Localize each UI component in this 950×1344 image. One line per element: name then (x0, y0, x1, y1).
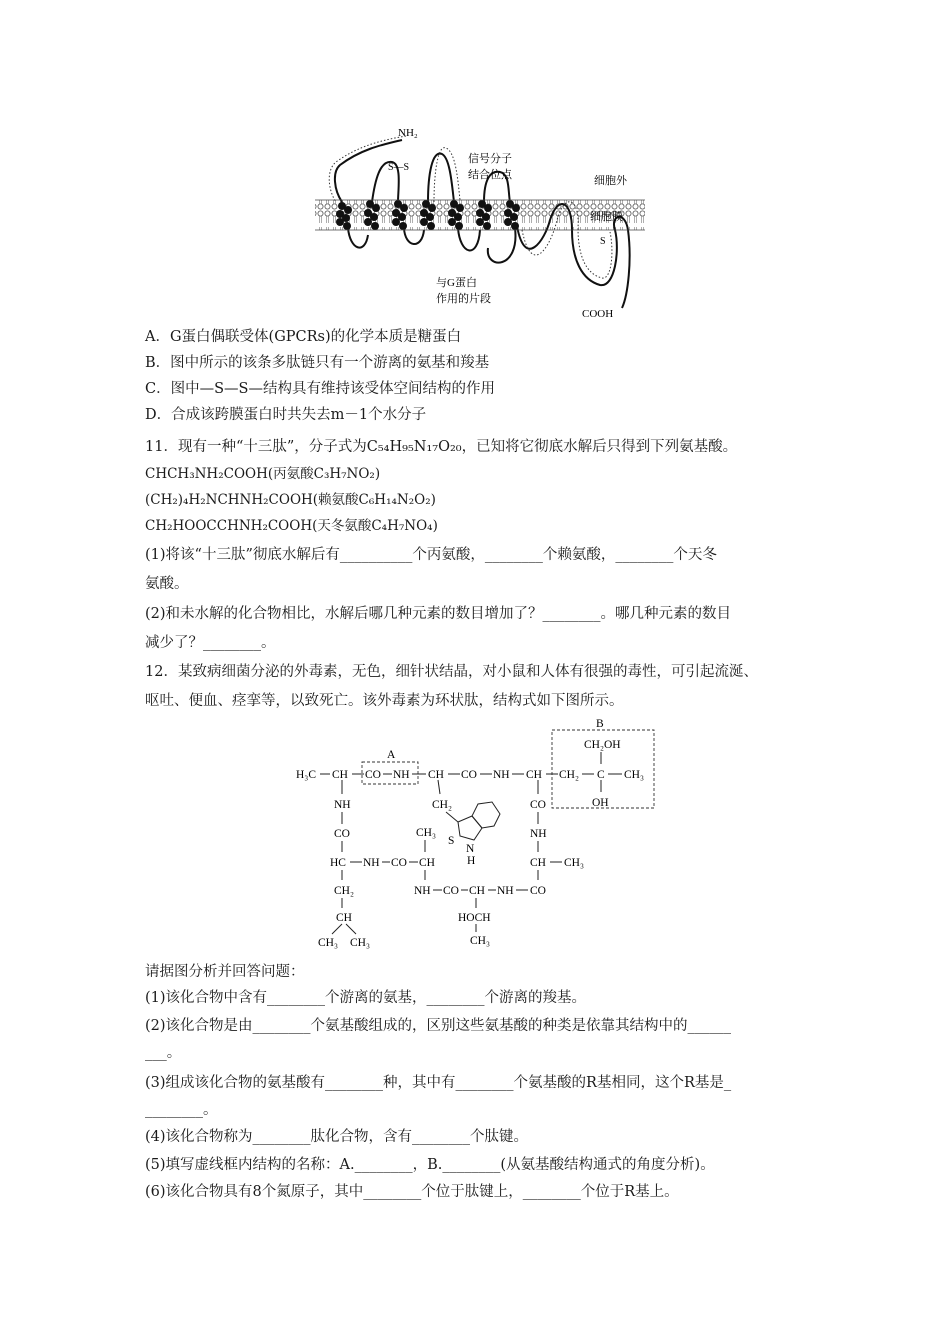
signal-site-label-1: 信号分子 (468, 153, 512, 165)
q12-stem-line1: 12．某致病细菌分泌的外毒素，无色，细针状结晶，对小鼠和人体有很强的毒性，可引起流涎、 (145, 664, 758, 680)
nh-left: NH (334, 799, 351, 811)
nh2-label: NH₂ (398, 127, 418, 139)
nh-a: NH (393, 769, 410, 781)
nh-right: NH (530, 828, 547, 840)
co-2: CO (461, 769, 477, 781)
disulfide-label: S—S (388, 162, 410, 173)
q12-part2-line1: (2)该化合物是由________个氨基酸组成的，区别这些氨基酸的种类是依靠其结构中的______ (145, 1018, 732, 1034)
co-bottom-2: CO (530, 885, 546, 897)
q11-aspartate: CH₂HOOCCHNH₂COOH(天冬氨酸C₄H₇NO₄) (145, 518, 438, 534)
h3c: H₃C (296, 769, 316, 781)
q11-part1-line1: (1)将该“十三肽”彻底水解后有__________个丙氨酸，________个赖氨酸，________个天冬 (145, 547, 717, 563)
nh-2: NH (493, 769, 510, 781)
q12-part2-line2: ___。 (145, 1045, 182, 1061)
hc-left: HC (330, 857, 346, 869)
q12-part4: (4)该化合物称为________肽化合物，含有________个肽键。 (145, 1129, 529, 1145)
ch2oh-b: CH₂OH (584, 739, 621, 751)
q11-part2-line1: (2)和未水解的化合物相比，水解后哪几种元素的数目增加了？________。哪几种元素的数目 (145, 606, 732, 622)
ch-left: CH (336, 912, 352, 924)
ch3-right: CH₃ (564, 857, 584, 869)
c-b: C (597, 769, 605, 781)
ch-1: CH (332, 769, 348, 781)
ch-bottom: CH (469, 885, 485, 897)
ch3-left-2: CH₃ (350, 937, 370, 949)
oh-b: OH (592, 797, 609, 809)
ch2-left: CH₂ (334, 885, 354, 897)
q12-part6: (6)该化合物具有8个氮原子，其中________个位于肽键上，________个位于R基上。 (145, 1184, 679, 1200)
co-bottom-1: CO (443, 885, 459, 897)
indole-ring (458, 802, 500, 840)
ch2-trp: CH₂ (432, 799, 452, 811)
option-a: A．G蛋白偶联受体(GPCRs)的化学本质是糖蛋白 (145, 329, 462, 345)
q11-lysine: (CH₂)₄H₂NCHNH₂COOH(赖氨酸C₆H₁₄N₂O₂) (145, 492, 436, 508)
ch-right: CH (530, 857, 546, 869)
option-b: B．图中所示的该条多肽链只有一个游离的氨基和羧基 (145, 355, 490, 371)
nh-bottom-2: NH (497, 885, 514, 897)
g-protein-label-1: 与G蛋白 (436, 277, 477, 289)
option-c: C．图中—S—S—结构具有维持该受体空间结构的作用 (145, 381, 495, 397)
q11-part1-line2: 氨酸。 (145, 576, 189, 592)
outside-cell-label: 细胞外 (594, 175, 627, 187)
ch3-bottom: CH₃ (470, 935, 490, 947)
option-d: D．合成该跨膜蛋白时共失去m－1个水分子 (145, 407, 427, 423)
q11-alanine: CHCH₃NH₂COOH(丙氨酸C₃H₇NO₂) (145, 466, 381, 482)
ch-3: CH (526, 769, 542, 781)
membrane-label: 细胞膜 (590, 211, 623, 223)
q12-part3-line1: (3)组成该化合物的氨基酸有________种，其中有________个氨基酸的R基相同，这个R基是_ (145, 1075, 732, 1091)
co-right: CO (530, 799, 546, 811)
s-label: S (600, 236, 606, 247)
box-b-label: B (596, 718, 604, 730)
box-a-label: A (387, 749, 396, 761)
ch3-left-1: CH₃ (318, 937, 338, 949)
q11-stem: 11．现有一种“十三肽”，分子式为C₅₄H₉₅N₁₇O₂₀，已知将它彻底水解后只得到下列氨基酸。 (145, 439, 738, 455)
q12-part1: (1)该化合物中含有________个游离的氨基，________个游离的羧基。 (145, 990, 587, 1006)
q12-part3-line2: ________。 (145, 1102, 218, 1118)
q12-part5: (5)填写虚线框内结构的名称：A.________，B.________(从氨基酸结构通式的角度分析)。 (145, 1157, 715, 1173)
cooh-label: COOH (582, 308, 614, 320)
co-a: CO (365, 769, 381, 781)
co-mid-1: CO (391, 857, 407, 869)
q11-part2-line2: 减少了？________。 (145, 635, 276, 651)
h-trp: H (467, 855, 476, 867)
ch3-mid: CH₃ (416, 827, 436, 839)
ch-2: CH (428, 769, 444, 781)
s-trp: S (448, 835, 455, 847)
gpcr-membrane-diagram (310, 120, 650, 320)
cyclic-peptide-structure (290, 718, 670, 950)
ch-mid-1: CH (419, 857, 435, 869)
nh-bottom-1: NH (414, 885, 431, 897)
ch3-b: CH₃ (624, 769, 644, 781)
q12-prompt: 请据图分析并回答问题： (145, 964, 305, 980)
q12-stem-line2: 呕吐、便血、痉挛等，以致死亡。该外毒素为环状肽，结构式如下图所示。 (145, 693, 624, 709)
nh-mid-1: NH (363, 857, 380, 869)
n-trp: N (466, 843, 475, 855)
co-left: CO (334, 828, 350, 840)
hoch-bottom: HOCH (458, 912, 491, 924)
ch2-b: CH₂ (559, 769, 579, 781)
signal-site-label-2: 结合位点 (468, 169, 512, 181)
g-protein-label-2: 作用的片段 (436, 293, 491, 305)
